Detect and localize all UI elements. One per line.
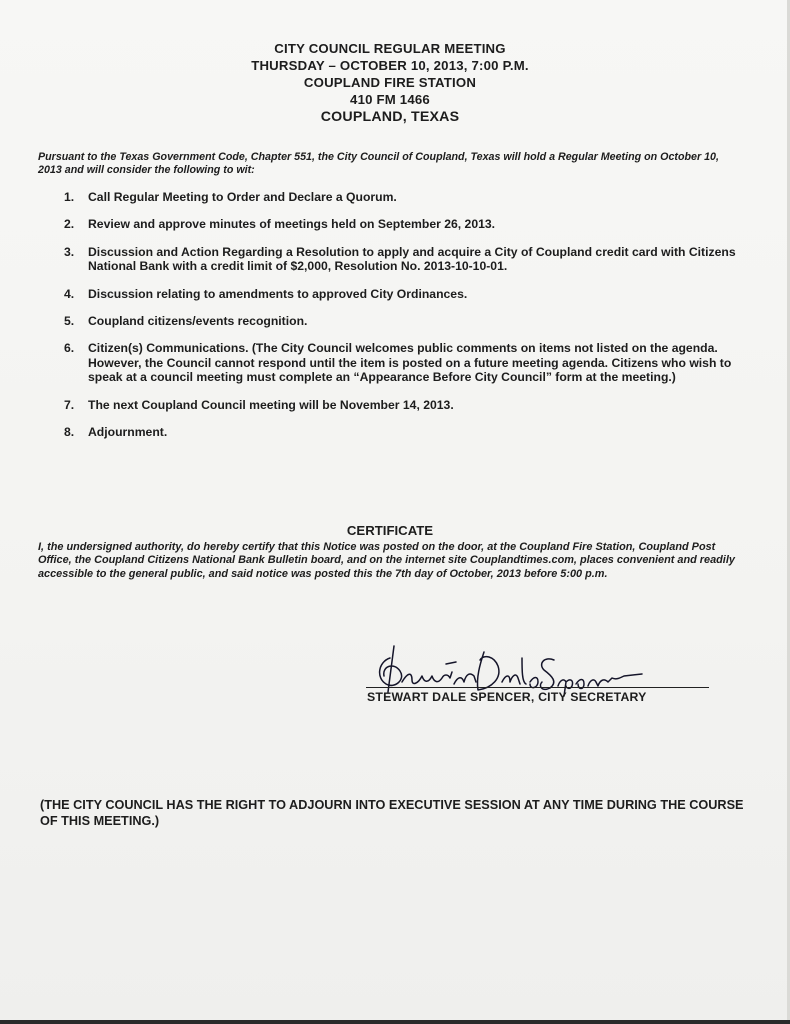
agenda-list — [64, 190, 744, 452]
agenda-item-number: 1. — [64, 190, 75, 204]
agenda-item-text: Discussion and Action Regarding a Resolution to apply and acquire a City of Coupland credit card with Citizens National Bank with a credit limit of $2,000, Resolution No. 2013-10-10-01. — [88, 244, 736, 274]
meeting-header — [0, 40, 780, 127]
agenda-item — [64, 287, 744, 301]
agenda-item-text: Discussion relating to amendments to approved City Ordinances. — [88, 286, 468, 301]
agenda-item-text: Coupland citizens/events recognition. — [88, 314, 308, 329]
agenda-item-text: Citizen(s) Communications. (The City Council welcomes public comments on items not listed on the agenda. However, the Council cannot respond until the item is posted on a future meeting agenda. Citizens who wish to speak at a council meeting must complete an “Appearance Before City Council” form at the meeting.) — [88, 341, 732, 385]
signature-line — [366, 687, 709, 688]
header-address: 410 FM 1466 — [350, 92, 430, 107]
header-city: COUPLAND, TEXAS — [320, 109, 460, 125]
agenda-item-text: Adjournment. — [88, 425, 168, 440]
agenda-item-text: The next Coupland Council meeting will be November 14, 2013. — [88, 397, 454, 412]
agenda-item-number: 5. — [64, 314, 75, 329]
agenda-item — [64, 217, 744, 231]
certificate-title: CERTIFICATE — [346, 523, 434, 538]
agenda-item-text: Call Regular Meeting to Order and Declare a Quorum. — [88, 190, 397, 204]
agenda-item — [64, 425, 744, 439]
header-venue: COUPLAND FIRE STATION — [303, 75, 477, 90]
agenda-item-number: 2. — [64, 217, 75, 232]
executive-session-notice: (THE CITY COUNCIL HAS THE RIGHT TO ADJOURN INTO EXECUTIVE SESSION AT ANY TIME DURING THE COURSE OF THIS MEETING.) — [40, 798, 744, 828]
agenda-item-number: 6. — [64, 341, 75, 356]
agenda-item-number: 4. — [64, 286, 75, 301]
signatory-name: STEWART DALE SPENCER, CITY SECRETARY — [367, 690, 647, 704]
agenda-item-number: 8. — [64, 425, 75, 440]
agenda-item — [64, 341, 744, 384]
header-date: THURSDAY – OCTOBER 10, 2013, 7:00 P.M. — [251, 58, 529, 73]
header-title: CITY COUNCIL REGULAR MEETING — [274, 41, 506, 56]
agenda-item — [64, 190, 744, 204]
certificate-body: I, the undersigned authority, do hereby certify that this Notice was posted on the door, at the Coupland Fire Station, Coupland Post Office, the Coupland Citizens National Bank Bulletin board, and on the internet site Couplandtimes.com, places convenient and readily accessible to the general public, and said notice was posted this the 7th day of October, 2013 before 5:00 p.m. — [38, 541, 735, 580]
agenda-item — [64, 314, 744, 328]
agenda-item-number: 3. — [64, 244, 75, 259]
intro-paragraph: Pursuant to the Texas Government Code, Chapter 551, the City Council of Coupland, Texas will hold a Regular Meeting on October 10, 2013 and will consider the following to wit: — [38, 151, 719, 176]
handwritten-signature — [372, 638, 672, 698]
agenda-item-text: Review and approve minutes of meetings held on September 26, 2013. — [88, 217, 496, 232]
agenda-item-number: 7. — [64, 397, 75, 412]
scan-edge-bottom — [0, 1020, 790, 1024]
agenda-item — [64, 398, 744, 412]
agenda-item — [64, 245, 744, 274]
